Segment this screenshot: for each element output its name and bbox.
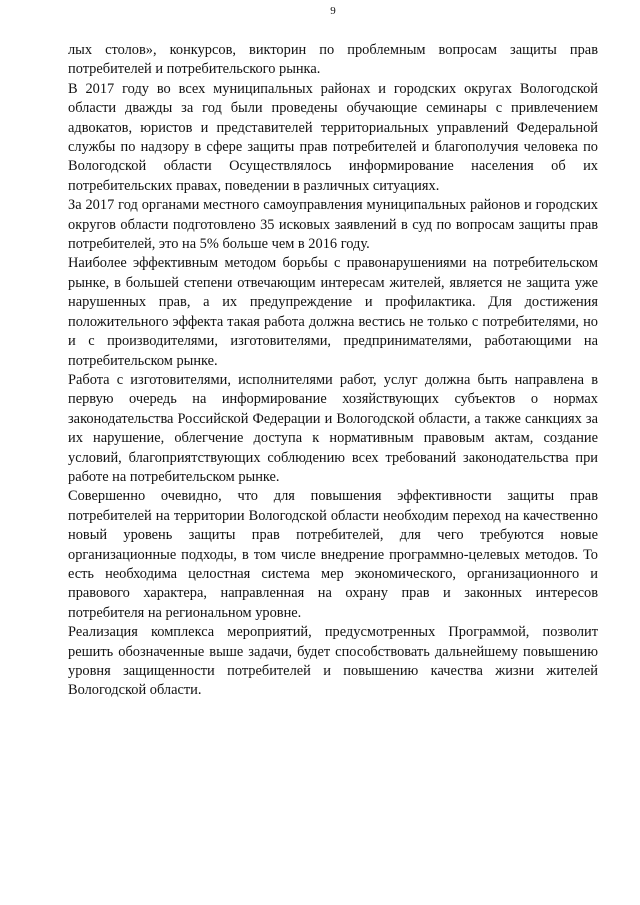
page-number: 9 bbox=[330, 5, 336, 17]
paragraph-lawsuits-2017: За 2017 год органами местного самоуправления муниципальных районов и городских округов области подготовлено 35 исковых заявлений в суд по вопросам защиты прав потребителей, это на 5% больше чем в 2016 году. bbox=[68, 197, 598, 253]
paragraph-new-protection-level: Совершенно очевидно, что для повышения эффективности защиты прав потребителей на территории Вологодской области необходим переход на качественно новый уровень защиты прав потребителей, для чего требуются новые организационные подходы, в том числе внедрение программно-целевых методов. То есть необходима целостная система мер экономического, организационного и правового характера, направленная на охрану прав и законных интересов потребителя на региональном уровне. bbox=[68, 488, 598, 621]
paragraph-seminars-2017: В 2017 году во всех муниципальных районах и городских округах Вологодской области дважды за год были проведены обучающие семинары с привлечением адвокатов, юристов и представителей территориальных управлений Федеральной службы по надзору в сфере защиты прав потребителей и благополучия человека по Вологодской области Осуществлялось информирование населения об их потребительских правах, поведении в различных ситуациях. bbox=[68, 80, 598, 194]
paragraph-continuation: лых столов», конкурсов, викторин по проблемным вопросам защиты прав потребителей и потребительского рынка. bbox=[68, 42, 598, 78]
paragraph-work-with-manufacturers: Работа с изготовителями, исполнителями работ, услуг должна быть направлена в первую очередь на информирование хозяйствующих субъектов о нормах законодательства Российской Федерации и Вологодской области, а также санкциях за их нарушение, облегчение доступа к нормативным правовым актам, создание условий, благоприятствующих соблюдению всех требований законодательства при работе на потребительском рынке. bbox=[68, 371, 598, 485]
paragraph-prevention-method: Наиболее эффективным методом борьбы с правонарушениями на потребительском рынке, в большей степени отвечающим интересам жителей, является не защита уже нарушенных прав, а их предупреждение и профилактика. Для достижения положительного эффекта такая работа должна вестись не только с потребителями, но и с производителями, изготовителями, предпринимателями, работающими на потребительском рынке. bbox=[68, 255, 598, 369]
paragraph-program-implementation: Реализация комплекса мероприятий, предусмотренных Программой, позволит решить обозначенные выше задачи, будет способствовать дальнейшему повышению уровня защищенности потребителей и повышению качества жизни жителей Вологодской области. bbox=[68, 624, 598, 699]
document-body bbox=[68, 41, 598, 701]
